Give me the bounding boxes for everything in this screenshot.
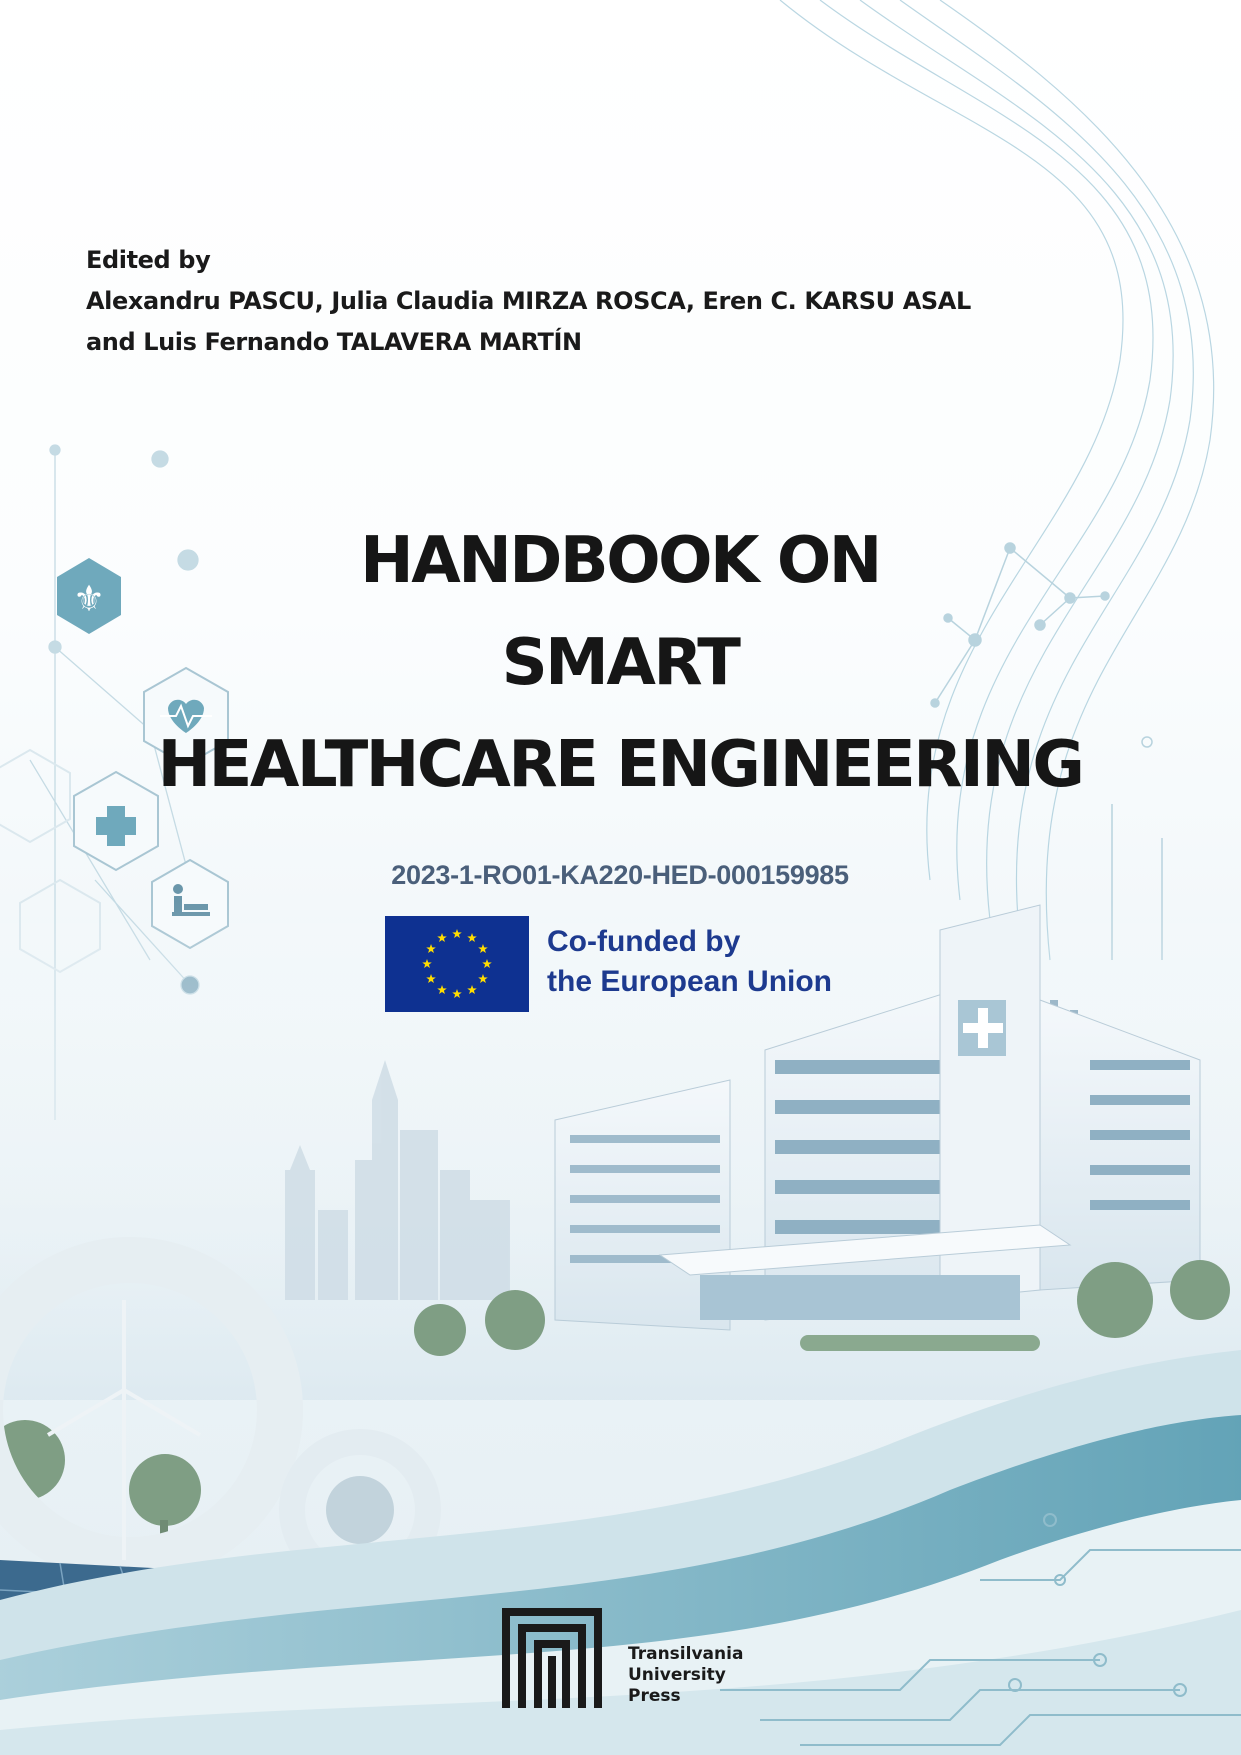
publisher-line-3: Press (628, 1686, 681, 1706)
edited-by-label: Edited by (86, 246, 211, 274)
editors-block (86, 240, 986, 363)
publisher-name (628, 1644, 743, 1707)
publisher-line-2: University (628, 1665, 726, 1685)
funding-line-1: Co-funded by (547, 925, 741, 958)
eu-funding-statement (547, 922, 907, 1002)
editors-names-line-1: Alexandru PASCU, Julia Claudia MIRZA ROSCA, Eren C. KARSU ASAL (86, 287, 971, 315)
fleur-de-lis-icon (57, 558, 121, 634)
title-line-3: HEALTHCARE ENGINEERING (157, 728, 1083, 802)
title-line-1: HANDBOOK ON (360, 524, 880, 598)
publisher-logo-icon (502, 1608, 602, 1708)
publisher-line-1: Transilvania (628, 1644, 744, 1664)
book-title (120, 510, 1120, 816)
svg-text:⚜: ⚜ (72, 579, 106, 620)
funding-line-2: the European Union (547, 965, 832, 998)
title-line-2: SMART (501, 626, 739, 700)
editors-names-line-2: and Luis Fernando TALAVERA MARTÍN (86, 328, 582, 356)
project-code: 2023-1-RO01-KA220-HED-000159985 (391, 860, 849, 890)
flowing-lines-decoration (780, 0, 1214, 960)
eu-flag-icon (385, 916, 529, 1012)
